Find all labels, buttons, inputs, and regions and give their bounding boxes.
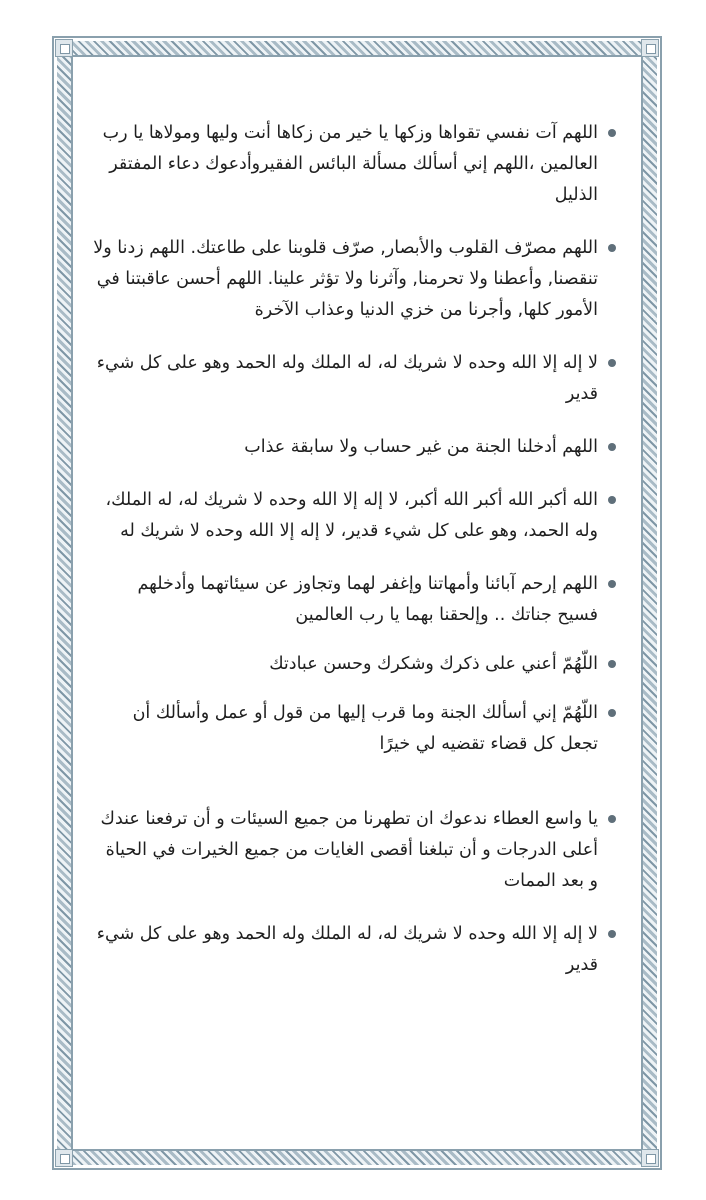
dua-item <box>92 118 612 211</box>
bullet-icon <box>608 496 616 504</box>
dua-text: اللّهُمّ أعني على ذكرك وشكرك وحسن عبادتك <box>269 654 598 674</box>
corner-ornament-icon <box>641 39 659 57</box>
bullet-icon <box>608 709 616 717</box>
dua-text: يا واسع العطاء ندعوك ان تطهرنا من جميع السيئات و أن ترفعنا عندك أعلى الدرجات و أن تبلغنا أقصى الغايات من جميع الخيرات في الحياة و بعد الممات <box>100 809 598 891</box>
dua-text: اللّهُمّ إني أسألك الجنة وما قرب إليها من قول أو عمل وأسألك أن تجعل كل قضاء تقضيه لي خيرًا <box>132 703 598 754</box>
dua-item <box>92 804 612 897</box>
dua-text: اللهم آت نفسي تقواها وزكها يا خير من زكاها أنت وليها ومولاها يا رب العالمين ،اللهم إني أسألك مسألة البائس الفقيروأدعوك دعاء المفتقر الذليل <box>102 123 598 205</box>
bullet-icon <box>608 443 616 451</box>
dua-text: اللهم أدخلنا الجنة من غير حساب ولا سابقة عذاب <box>244 437 598 457</box>
dua-item <box>92 569 612 631</box>
dua-item <box>92 649 612 680</box>
bullet-icon <box>608 580 616 588</box>
bullet-icon <box>608 359 616 367</box>
dua-item <box>92 485 612 547</box>
bullet-icon <box>608 930 616 938</box>
dua-item <box>92 348 612 410</box>
corner-ornament-icon <box>55 39 73 57</box>
dua-text: لا إله إلا الله وحده لا شريك له، له الملك وله الحمد وهو على كل شيء قدير <box>96 353 598 404</box>
dua-text: اللهم مصرّف القلوب والأبصار, صرّف قلوبنا على طاعتك. اللهم زدنا ولا تنقصنا, وأعطنا ولا تحرمنا, وآثرنا ولا تؤثر علينا. اللهم أحسن عاقبتنا في الأمور كلها, وأجرنا من خزي الدنيا وعذاب الآخرة <box>93 238 598 320</box>
dua-item <box>92 919 612 981</box>
corner-ornament-icon <box>55 1149 73 1167</box>
bullet-icon <box>608 129 616 137</box>
bullet-icon <box>608 815 616 823</box>
dua-text: اللهم إرحم آبائنا وأمهاتنا وإغفر لهما وتجاوز عن سيئاتهما وأدخلهم فسيح جناتك .. وإلحقنا بهما يا رب العالمين <box>137 574 598 625</box>
bullet-icon <box>608 244 616 252</box>
dua-list <box>92 118 612 981</box>
dua-item <box>92 233 612 326</box>
dua-item <box>92 698 612 760</box>
dua-text: لا إله إلا الله وحده لا شريك له، له الملك وله الحمد وهو على كل شيء قدير <box>96 924 598 975</box>
dua-text: الله أكبر الله أكبر الله أكبر، لا إله إلا الله وحده لا شريك له، له الملك، وله الحمد، وهو على كل شيء قدير، لا إله إلا الله وحده لا شريك له <box>105 490 598 541</box>
dua-item <box>92 432 612 463</box>
bullet-icon <box>608 660 616 668</box>
corner-ornament-icon <box>641 1149 659 1167</box>
